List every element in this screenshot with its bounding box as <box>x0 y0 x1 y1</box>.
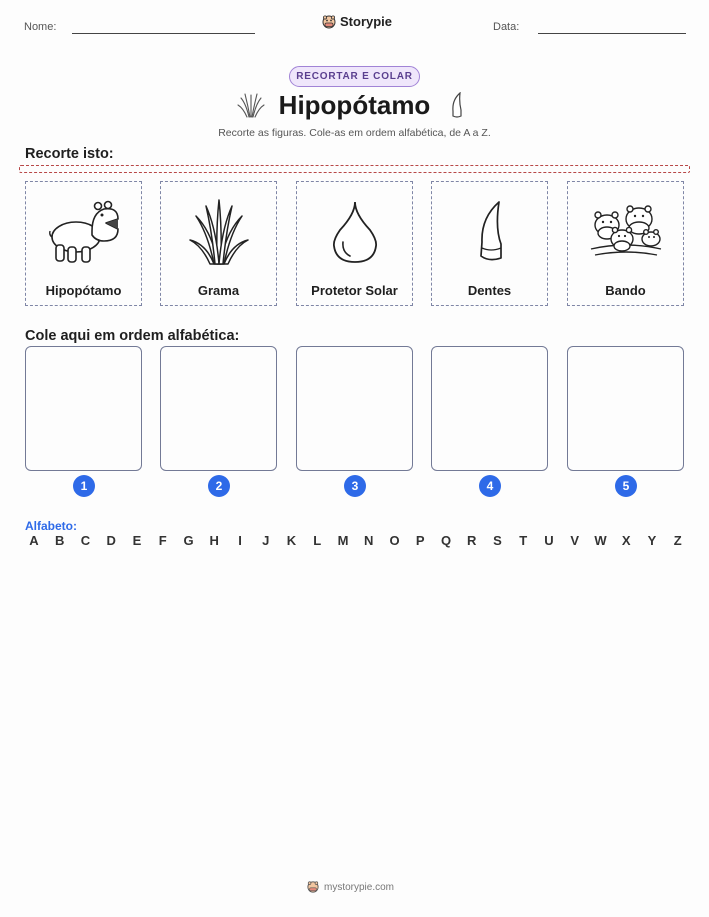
brand-logo <box>322 14 392 29</box>
alphabet-letter: U <box>544 533 554 548</box>
date-label: Data: <box>493 21 520 33</box>
alphabet-letter: P <box>415 533 425 548</box>
paste-box-2[interactable] <box>160 346 277 471</box>
grass-icon <box>188 198 250 266</box>
page-title: Hipopótamo <box>278 90 431 120</box>
alphabet-letter: O <box>389 533 400 548</box>
droplet-icon <box>330 200 380 264</box>
alphabet-title: Alfabeto: <box>25 519 77 533</box>
alphabet-letter: J <box>262 533 270 548</box>
alphabet-letter: S <box>493 533 502 548</box>
cut-card-herd[interactable] <box>567 181 684 306</box>
footer <box>307 881 394 893</box>
alphabet-letter: T <box>519 533 528 548</box>
cut-card-grass[interactable] <box>160 181 277 306</box>
alphabet-letter: N <box>364 533 374 548</box>
cut-card-sunscreen[interactable] <box>296 181 413 306</box>
paste-box-5[interactable] <box>567 346 684 471</box>
alphabet-letter: I <box>238 533 242 548</box>
activity-badge: RECORTAR E COLAR <box>289 66 420 87</box>
alphabet-letter: H <box>209 533 219 548</box>
cut-card-teeth[interactable] <box>431 181 548 306</box>
alphabet-letter: Q <box>440 533 452 548</box>
alphabet-letter: D <box>106 533 116 548</box>
storypie-mascot-icon <box>322 15 336 29</box>
alphabet-letter: X <box>621 533 631 548</box>
paste-box-4[interactable] <box>431 346 548 471</box>
tooth-icon <box>473 200 507 264</box>
tooth-icon <box>449 92 465 118</box>
alphabet-letter: V <box>570 533 580 548</box>
hippo-icon <box>46 197 122 267</box>
hippo-group-icon <box>589 201 663 263</box>
paste-box-3[interactable] <box>296 346 413 471</box>
number-badge: 4 <box>479 475 501 497</box>
alphabet-letter: Y <box>647 533 657 548</box>
paste-section-title: Cole aqui em ordem alfabética: <box>25 328 240 344</box>
alphabet-letter: L <box>313 533 322 548</box>
cut-section-title: Recorte isto: <box>25 146 114 162</box>
alphabet-letter: G <box>183 533 194 548</box>
alphabet-letter: R <box>467 533 477 548</box>
name-label: Nome: <box>24 21 57 33</box>
alphabet-letter: E <box>132 533 142 548</box>
alphabet-letter: M <box>337 533 349 548</box>
card-label: Protetor Solar <box>311 283 398 298</box>
alphabet-letter: C <box>80 533 91 548</box>
card-label: Hipopótamo <box>45 283 122 298</box>
brand-name: Storypie <box>340 14 393 29</box>
number-badge: 3 <box>344 475 366 497</box>
alphabet-letter: Z <box>673 533 682 548</box>
alphabet-letter: B <box>55 533 65 548</box>
alphabet-letter: A <box>29 533 39 548</box>
alphabet-row <box>27 533 685 548</box>
alphabet-letter: W <box>594 533 607 548</box>
card-label: Bando <box>605 283 646 298</box>
alphabet-letter: F <box>158 533 167 548</box>
number-badge: 1 <box>73 475 95 497</box>
cut-line <box>19 165 690 173</box>
instruction-text: Recorte as figuras. Cole-as em ordem alfabética, de A a Z. <box>218 127 491 139</box>
paste-box-1[interactable] <box>25 346 142 471</box>
date-line <box>538 33 686 34</box>
name-line <box>72 33 255 34</box>
card-label: Grama <box>197 283 240 298</box>
footer-url[interactable]: mystorypie.com <box>324 881 395 893</box>
card-label: Dentes <box>467 283 512 298</box>
storypie-mascot-icon <box>307 881 319 893</box>
number-badge: 5 <box>615 475 637 497</box>
alphabet-letter: K <box>286 533 297 548</box>
number-badge: 2 <box>208 475 230 497</box>
cut-card-hippo[interactable] <box>25 181 142 306</box>
